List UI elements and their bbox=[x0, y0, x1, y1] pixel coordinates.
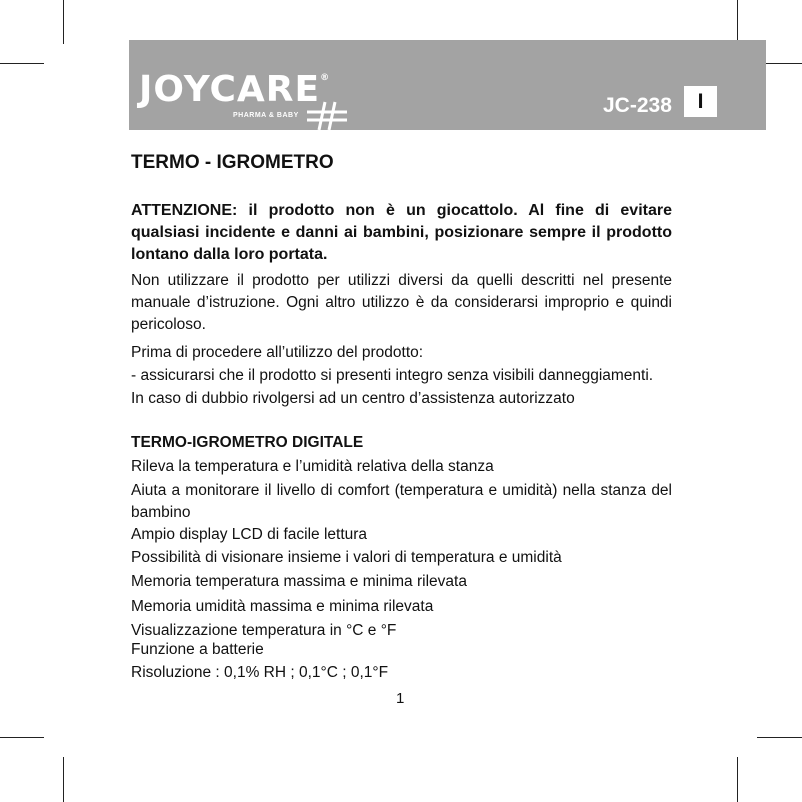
crop-mark bbox=[737, 757, 738, 802]
feature-item: Risoluzione : 0,1% RH ; 0,1°C ; 0,1°F bbox=[131, 664, 389, 681]
language-badge: I bbox=[684, 86, 717, 117]
crop-mark bbox=[0, 63, 44, 64]
feature-item: Possibilità di visionare insieme i valori di temperatura e umidità bbox=[131, 549, 562, 566]
feature-item: Memoria temperatura massima e minima rilevata bbox=[131, 573, 467, 590]
crop-mark bbox=[63, 0, 64, 44]
crop-mark bbox=[0, 737, 44, 738]
document-title: TERMO - IGROMETRO bbox=[131, 152, 334, 173]
logo-subtitle: PHARMA & BABY bbox=[233, 112, 299, 119]
service-center-line: In caso di dubbio rivolgersi ad un centro d’assistenza autorizzato bbox=[131, 390, 575, 407]
usage-paragraph: Non utilizzare il prodotto per utilizzi diversi da quelli descritti nel presente manuale d’istruzione. Ogni altro utilizzo è da considerarsi improprio e quindi pericoloso. bbox=[131, 272, 672, 333]
feature-item: Ampio display LCD di facile lettura bbox=[131, 526, 368, 543]
warning-text: ATTENZIONE: il prodotto non è un giocattolo. Al fine di evitare qualsiasi incidente e danni ai bambini, posizionare sempre il prodotto lontano dalla loro portata. bbox=[131, 202, 672, 263]
logo-registered-mark: ® bbox=[320, 73, 331, 83]
page-number: 1 bbox=[396, 690, 405, 707]
feature-item: Memoria umidità massima e minima rilevata bbox=[131, 598, 434, 615]
feature-item: Visualizzazione temperatura in °C e °F bbox=[131, 622, 397, 639]
logo-hash-icon bbox=[307, 100, 347, 130]
before-use-line: Prima di procedere all’utilizzo del prodotto: bbox=[131, 344, 424, 361]
logo-text: JOYCARE bbox=[139, 69, 321, 110]
feature-item: Aiuta a monitorare il livello di comfort (temperatura e umidità) nella stanza del bambino bbox=[131, 482, 672, 521]
crop-mark bbox=[63, 757, 64, 802]
model-number: JC-238 bbox=[603, 94, 672, 117]
feature-item: Rileva la temperatura e l’umidità relativa della stanza bbox=[131, 458, 494, 475]
check-integrity-line: - assicurarsi che il prodotto si presenti integro senza visibili danneggiamenti. bbox=[131, 367, 654, 384]
crop-mark bbox=[757, 737, 802, 738]
section-heading: TERMO-IGROMETRO DIGITALE bbox=[131, 434, 364, 451]
brand-logo bbox=[139, 69, 331, 110]
feature-item: Funzione a batterie bbox=[131, 641, 264, 658]
header-band bbox=[129, 40, 766, 130]
crop-mark bbox=[737, 0, 738, 44]
